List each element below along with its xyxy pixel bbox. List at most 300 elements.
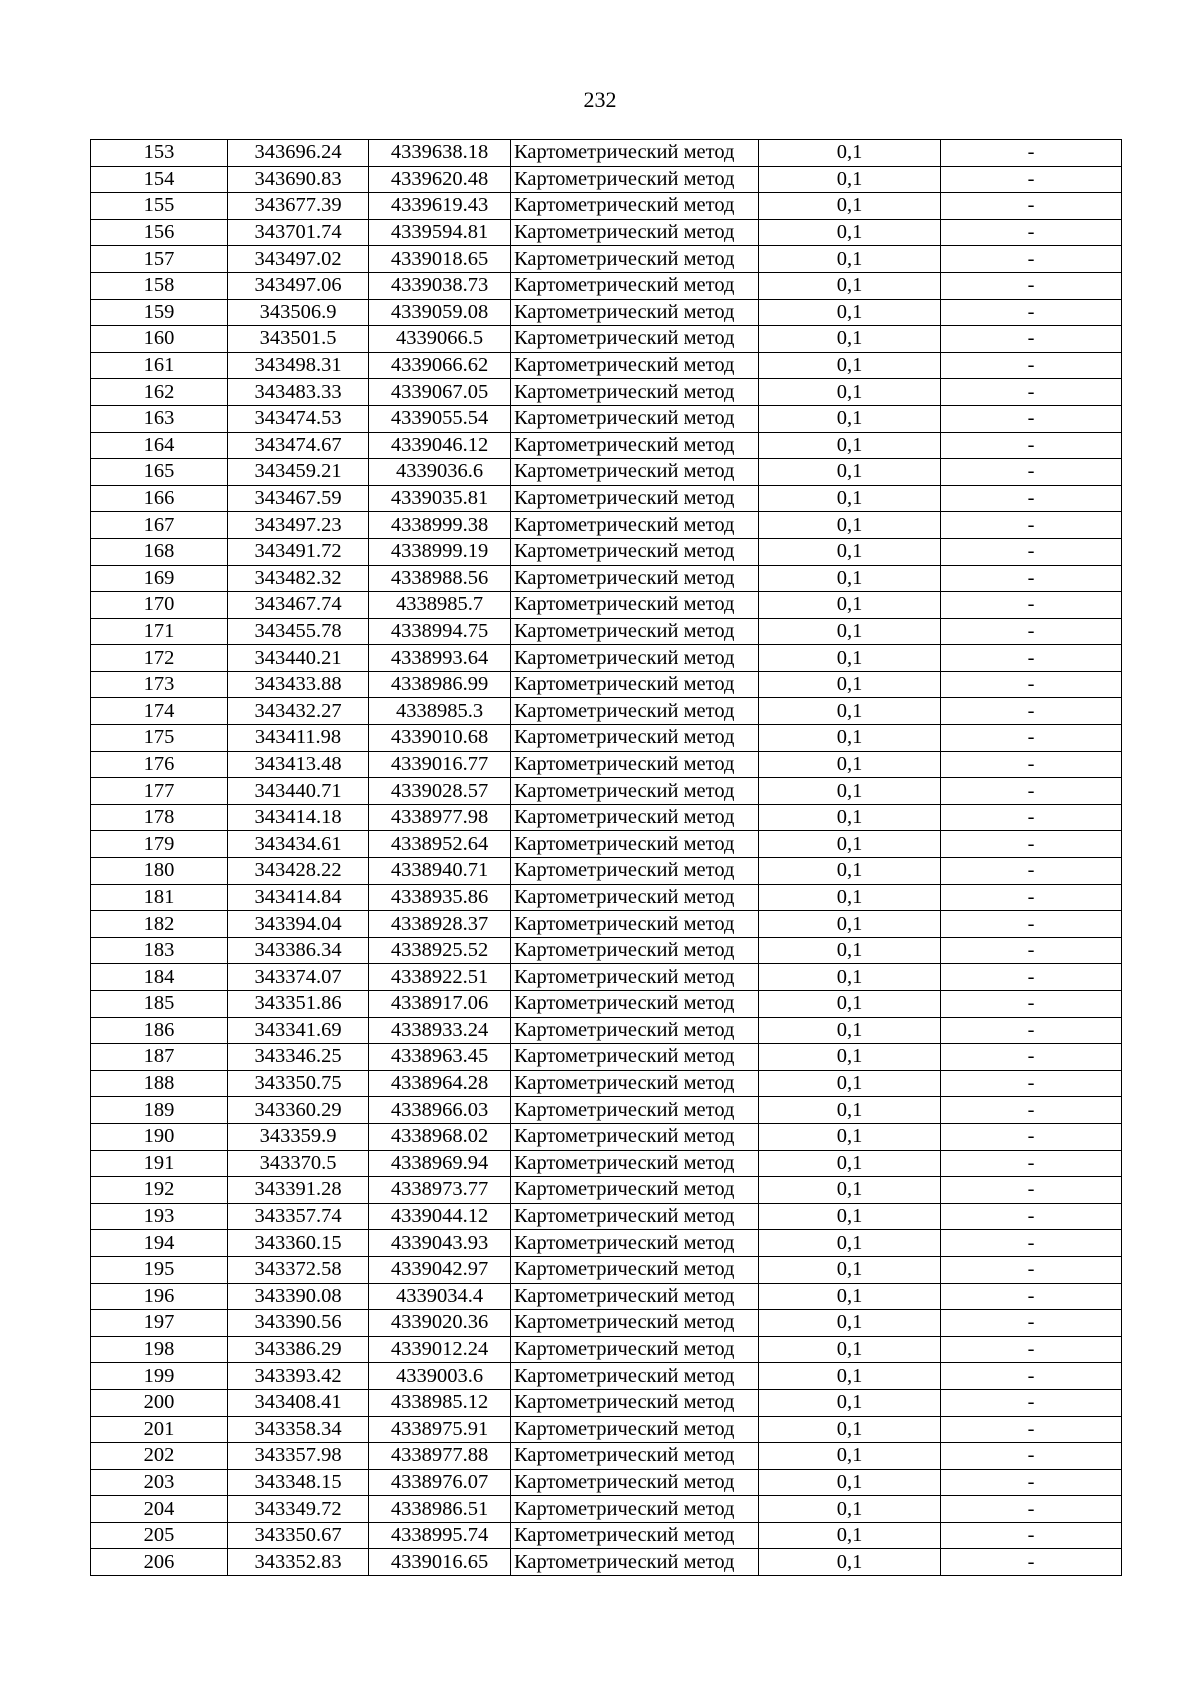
table-row — [91, 884, 1122, 911]
x-coordinate-cell: 343358.34 — [228, 1416, 369, 1443]
coordinates-table — [90, 139, 1122, 1576]
x-coordinate-cell: 343357.98 — [228, 1443, 369, 1470]
accuracy-cell: 0,1 — [759, 432, 941, 459]
point-number-cell: 179 — [91, 831, 228, 858]
point-number-cell: 167 — [91, 512, 228, 539]
x-coordinate-cell: 343428.22 — [228, 858, 369, 885]
x-coordinate-cell: 343690.83 — [228, 166, 369, 193]
point-number-cell: 169 — [91, 565, 228, 592]
accuracy-cell: 0,1 — [759, 538, 941, 565]
table-row — [91, 432, 1122, 459]
method-cell: Картометрический метод — [511, 432, 759, 459]
accuracy-cell: 0,1 — [759, 645, 941, 672]
point-number-cell: 199 — [91, 1363, 228, 1390]
table-row — [91, 698, 1122, 725]
table-row — [91, 272, 1122, 299]
x-coordinate-cell: 343677.39 — [228, 193, 369, 220]
table-row — [91, 1256, 1122, 1283]
accuracy-cell: 0,1 — [759, 671, 941, 698]
method-cell: Картометрический метод — [511, 272, 759, 299]
method-cell: Картометрический метод — [511, 884, 759, 911]
point-number-cell: 185 — [91, 991, 228, 1018]
method-cell: Картометрический метод — [511, 1363, 759, 1390]
y-coordinate-cell: 4339046.12 — [369, 432, 511, 459]
point-number-cell: 190 — [91, 1123, 228, 1150]
accuracy-cell: 0,1 — [759, 193, 941, 220]
table-row — [91, 1044, 1122, 1071]
note-cell: - — [941, 299, 1122, 326]
x-coordinate-cell: 343459.21 — [228, 459, 369, 486]
page-number: 232 — [583, 87, 617, 112]
x-coordinate-cell: 343346.25 — [228, 1044, 369, 1071]
note-cell: - — [941, 964, 1122, 991]
table-row — [91, 778, 1122, 805]
method-cell: Картометрический метод — [511, 1256, 759, 1283]
point-number-cell: 203 — [91, 1469, 228, 1496]
x-coordinate-cell: 343349.72 — [228, 1496, 369, 1523]
accuracy-cell: 0,1 — [759, 911, 941, 938]
accuracy-cell: 0,1 — [759, 778, 941, 805]
x-coordinate-cell: 343497.23 — [228, 512, 369, 539]
accuracy-cell: 0,1 — [759, 831, 941, 858]
y-coordinate-cell: 4338993.64 — [369, 645, 511, 672]
method-cell: Картометрический метод — [511, 964, 759, 991]
method-cell: Картометрический метод — [511, 485, 759, 512]
method-cell: Картометрический метод — [511, 1522, 759, 1549]
point-number-cell: 168 — [91, 538, 228, 565]
note-cell: - — [941, 485, 1122, 512]
method-cell: Картометрический метод — [511, 1416, 759, 1443]
method-cell: Картометрический метод — [511, 1150, 759, 1177]
note-cell: - — [941, 991, 1122, 1018]
note-cell: - — [941, 778, 1122, 805]
y-coordinate-cell: 4338975.91 — [369, 1416, 511, 1443]
method-cell: Картометрический метод — [511, 1097, 759, 1124]
note-cell: - — [941, 1070, 1122, 1097]
y-coordinate-cell: 4339034.4 — [369, 1283, 511, 1310]
point-number-cell: 202 — [91, 1443, 228, 1470]
y-coordinate-cell: 4339003.6 — [369, 1363, 511, 1390]
point-number-cell: 206 — [91, 1549, 228, 1576]
y-coordinate-cell: 4339010.68 — [369, 725, 511, 752]
x-coordinate-cell: 343474.67 — [228, 432, 369, 459]
method-cell: Картометрический метод — [511, 352, 759, 379]
point-number-cell: 198 — [91, 1336, 228, 1363]
y-coordinate-cell: 4338988.56 — [369, 565, 511, 592]
x-coordinate-cell: 343357.74 — [228, 1203, 369, 1230]
table-row — [91, 538, 1122, 565]
note-cell: - — [941, 831, 1122, 858]
y-coordinate-cell: 4338952.64 — [369, 831, 511, 858]
accuracy-cell: 0,1 — [759, 272, 941, 299]
y-coordinate-cell: 4338969.94 — [369, 1150, 511, 1177]
point-number-cell: 200 — [91, 1389, 228, 1416]
accuracy-cell: 0,1 — [759, 565, 941, 592]
accuracy-cell: 0,1 — [759, 326, 941, 353]
y-coordinate-cell: 4338976.07 — [369, 1469, 511, 1496]
point-number-cell: 205 — [91, 1522, 228, 1549]
note-cell: - — [941, 911, 1122, 938]
y-coordinate-cell: 4338985.3 — [369, 698, 511, 725]
x-coordinate-cell: 343414.84 — [228, 884, 369, 911]
method-cell: Картометрический метод — [511, 193, 759, 220]
x-coordinate-cell: 343386.29 — [228, 1336, 369, 1363]
note-cell: - — [941, 751, 1122, 778]
table-row — [91, 1150, 1122, 1177]
table-row — [91, 512, 1122, 539]
point-number-cell: 193 — [91, 1203, 228, 1230]
method-cell: Картометрический метод — [511, 219, 759, 246]
point-number-cell: 153 — [91, 140, 228, 167]
y-coordinate-cell: 4339035.81 — [369, 485, 511, 512]
method-cell: Картометрический метод — [511, 1496, 759, 1523]
method-cell: Картометрический метод — [511, 1017, 759, 1044]
accuracy-cell: 0,1 — [759, 512, 941, 539]
x-coordinate-cell: 343440.71 — [228, 778, 369, 805]
y-coordinate-cell: 4338925.52 — [369, 937, 511, 964]
method-cell: Картометрический метод — [511, 299, 759, 326]
method-cell: Картометрический метод — [511, 538, 759, 565]
point-number-cell: 180 — [91, 858, 228, 885]
method-cell: Картометрический метод — [511, 618, 759, 645]
note-cell: - — [941, 1443, 1122, 1470]
accuracy-cell: 0,1 — [759, 1496, 941, 1523]
method-cell: Картометрический метод — [511, 991, 759, 1018]
note-cell: - — [941, 565, 1122, 592]
point-number-cell: 154 — [91, 166, 228, 193]
note-cell: - — [941, 1310, 1122, 1337]
table-row — [91, 991, 1122, 1018]
table-row — [91, 1097, 1122, 1124]
x-coordinate-cell: 343348.15 — [228, 1469, 369, 1496]
note-cell: - — [941, 671, 1122, 698]
accuracy-cell: 0,1 — [759, 1177, 941, 1204]
y-coordinate-cell: 4338977.98 — [369, 804, 511, 831]
x-coordinate-cell: 343467.59 — [228, 485, 369, 512]
table-row — [91, 592, 1122, 619]
accuracy-cell: 0,1 — [759, 751, 941, 778]
y-coordinate-cell: 4339043.93 — [369, 1230, 511, 1257]
accuracy-cell: 0,1 — [759, 698, 941, 725]
x-coordinate-cell: 343433.88 — [228, 671, 369, 698]
y-coordinate-cell: 4338999.19 — [369, 538, 511, 565]
point-number-cell: 163 — [91, 405, 228, 432]
accuracy-cell: 0,1 — [759, 1150, 941, 1177]
point-number-cell: 192 — [91, 1177, 228, 1204]
table-row — [91, 1203, 1122, 1230]
note-cell: - — [941, 1017, 1122, 1044]
x-coordinate-cell: 343501.5 — [228, 326, 369, 353]
note-cell: - — [941, 140, 1122, 167]
note-cell: - — [941, 592, 1122, 619]
table-row — [91, 1496, 1122, 1523]
x-coordinate-cell: 343696.24 — [228, 140, 369, 167]
point-number-cell: 194 — [91, 1230, 228, 1257]
accuracy-cell: 0,1 — [759, 1230, 941, 1257]
accuracy-cell: 0,1 — [759, 858, 941, 885]
x-coordinate-cell: 343467.74 — [228, 592, 369, 619]
note-cell: - — [941, 1044, 1122, 1071]
y-coordinate-cell: 4339619.43 — [369, 193, 511, 220]
table-row — [91, 858, 1122, 885]
x-coordinate-cell: 343497.06 — [228, 272, 369, 299]
point-number-cell: 170 — [91, 592, 228, 619]
note-cell: - — [941, 1256, 1122, 1283]
accuracy-cell: 0,1 — [759, 1549, 941, 1576]
table-row — [91, 1310, 1122, 1337]
method-cell: Картометрический метод — [511, 1230, 759, 1257]
accuracy-cell: 0,1 — [759, 1310, 941, 1337]
method-cell: Картометрический метод — [511, 592, 759, 619]
x-coordinate-cell: 343474.53 — [228, 405, 369, 432]
point-number-cell: 156 — [91, 219, 228, 246]
method-cell: Картометрический метод — [511, 326, 759, 353]
y-coordinate-cell: 4338922.51 — [369, 964, 511, 991]
note-cell: - — [941, 1230, 1122, 1257]
method-cell: Картометрический метод — [511, 379, 759, 406]
y-coordinate-cell: 4339038.73 — [369, 272, 511, 299]
table-row — [91, 1336, 1122, 1363]
accuracy-cell: 0,1 — [759, 219, 941, 246]
y-coordinate-cell: 4338994.75 — [369, 618, 511, 645]
table-row — [91, 618, 1122, 645]
method-cell: Картометрический метод — [511, 671, 759, 698]
accuracy-cell: 0,1 — [759, 166, 941, 193]
accuracy-cell: 0,1 — [759, 937, 941, 964]
note-cell: - — [941, 618, 1122, 645]
note-cell: - — [941, 858, 1122, 885]
x-coordinate-cell: 343394.04 — [228, 911, 369, 938]
x-coordinate-cell: 343350.75 — [228, 1070, 369, 1097]
accuracy-cell: 0,1 — [759, 1097, 941, 1124]
method-cell: Картометрический метод — [511, 645, 759, 672]
method-cell: Картометрический метод — [511, 512, 759, 539]
y-coordinate-cell: 4338986.99 — [369, 671, 511, 698]
table-row — [91, 1230, 1122, 1257]
point-number-cell: 182 — [91, 911, 228, 938]
y-coordinate-cell: 4339059.08 — [369, 299, 511, 326]
method-cell: Картометрический метод — [511, 1549, 759, 1576]
x-coordinate-cell: 343497.02 — [228, 246, 369, 273]
method-cell: Картометрический метод — [511, 1336, 759, 1363]
accuracy-cell: 0,1 — [759, 459, 941, 486]
point-number-cell: 161 — [91, 352, 228, 379]
accuracy-cell: 0,1 — [759, 964, 941, 991]
point-number-cell: 195 — [91, 1256, 228, 1283]
method-cell: Картометрический метод — [511, 405, 759, 432]
x-coordinate-cell: 343360.29 — [228, 1097, 369, 1124]
accuracy-cell: 0,1 — [759, 1256, 941, 1283]
note-cell: - — [941, 326, 1122, 353]
note-cell: - — [941, 1097, 1122, 1124]
accuracy-cell: 0,1 — [759, 246, 941, 273]
method-cell: Картометрический метод — [511, 1044, 759, 1071]
accuracy-cell: 0,1 — [759, 405, 941, 432]
x-coordinate-cell: 343372.58 — [228, 1256, 369, 1283]
table-row — [91, 831, 1122, 858]
note-cell: - — [941, 645, 1122, 672]
note-cell: - — [941, 1522, 1122, 1549]
x-coordinate-cell: 343351.86 — [228, 991, 369, 1018]
note-cell: - — [941, 804, 1122, 831]
accuracy-cell: 0,1 — [759, 991, 941, 1018]
point-number-cell: 159 — [91, 299, 228, 326]
table-row — [91, 1522, 1122, 1549]
method-cell: Картометрический метод — [511, 246, 759, 273]
accuracy-cell: 0,1 — [759, 725, 941, 752]
y-coordinate-cell: 4339042.97 — [369, 1256, 511, 1283]
point-number-cell: 196 — [91, 1283, 228, 1310]
y-coordinate-cell: 4339036.6 — [369, 459, 511, 486]
accuracy-cell: 0,1 — [759, 1389, 941, 1416]
point-number-cell: 162 — [91, 379, 228, 406]
method-cell: Картометрический метод — [511, 1070, 759, 1097]
y-coordinate-cell: 4339016.77 — [369, 751, 511, 778]
accuracy-cell: 0,1 — [759, 1363, 941, 1390]
table-row — [91, 671, 1122, 698]
y-coordinate-cell: 4338968.02 — [369, 1123, 511, 1150]
note-cell: - — [941, 379, 1122, 406]
method-cell: Картометрический метод — [511, 1283, 759, 1310]
table-row — [91, 166, 1122, 193]
point-number-cell: 157 — [91, 246, 228, 273]
y-coordinate-cell: 4338928.37 — [369, 911, 511, 938]
accuracy-cell: 0,1 — [759, 1044, 941, 1071]
method-cell: Картометрический метод — [511, 1469, 759, 1496]
note-cell: - — [941, 246, 1122, 273]
y-coordinate-cell: 4338963.45 — [369, 1044, 511, 1071]
accuracy-cell: 0,1 — [759, 1123, 941, 1150]
accuracy-cell: 0,1 — [759, 618, 941, 645]
table-row — [91, 964, 1122, 991]
point-number-cell: 164 — [91, 432, 228, 459]
y-coordinate-cell: 4339044.12 — [369, 1203, 511, 1230]
y-coordinate-cell: 4338964.28 — [369, 1070, 511, 1097]
table-row — [91, 1363, 1122, 1390]
accuracy-cell: 0,1 — [759, 140, 941, 167]
note-cell: - — [941, 884, 1122, 911]
x-coordinate-cell: 343341.69 — [228, 1017, 369, 1044]
table-row — [91, 352, 1122, 379]
note-cell: - — [941, 1389, 1122, 1416]
x-coordinate-cell: 343440.21 — [228, 645, 369, 672]
y-coordinate-cell: 4339066.5 — [369, 326, 511, 353]
y-coordinate-cell: 4339028.57 — [369, 778, 511, 805]
note-cell: - — [941, 1363, 1122, 1390]
x-coordinate-cell: 343483.33 — [228, 379, 369, 406]
x-coordinate-cell: 343413.48 — [228, 751, 369, 778]
table-row — [91, 804, 1122, 831]
note-cell: - — [941, 1123, 1122, 1150]
method-cell: Картометрический метод — [511, 1203, 759, 1230]
table-row — [91, 725, 1122, 752]
note-cell: - — [941, 698, 1122, 725]
table-row — [91, 1389, 1122, 1416]
accuracy-cell: 0,1 — [759, 299, 941, 326]
note-cell: - — [941, 1150, 1122, 1177]
point-number-cell: 172 — [91, 645, 228, 672]
point-number-cell: 188 — [91, 1070, 228, 1097]
y-coordinate-cell: 4338966.03 — [369, 1097, 511, 1124]
y-coordinate-cell: 4339594.81 — [369, 219, 511, 246]
x-coordinate-cell: 343374.07 — [228, 964, 369, 991]
accuracy-cell: 0,1 — [759, 1416, 941, 1443]
y-coordinate-cell: 4338985.7 — [369, 592, 511, 619]
x-coordinate-cell: 343411.98 — [228, 725, 369, 752]
accuracy-cell: 0,1 — [759, 592, 941, 619]
table-row — [91, 1443, 1122, 1470]
point-number-cell: 178 — [91, 804, 228, 831]
x-coordinate-cell: 343482.32 — [228, 565, 369, 592]
x-coordinate-cell: 343432.27 — [228, 698, 369, 725]
y-coordinate-cell: 4338940.71 — [369, 858, 511, 885]
x-coordinate-cell: 343359.9 — [228, 1123, 369, 1150]
point-number-cell: 191 — [91, 1150, 228, 1177]
accuracy-cell: 0,1 — [759, 884, 941, 911]
y-coordinate-cell: 4339016.65 — [369, 1549, 511, 1576]
table-row — [91, 299, 1122, 326]
y-coordinate-cell: 4338986.51 — [369, 1496, 511, 1523]
point-number-cell: 204 — [91, 1496, 228, 1523]
x-coordinate-cell: 343352.83 — [228, 1549, 369, 1576]
table-row — [91, 193, 1122, 220]
note-cell: - — [941, 352, 1122, 379]
accuracy-cell: 0,1 — [759, 804, 941, 831]
y-coordinate-cell: 4339066.62 — [369, 352, 511, 379]
coordinates-table-body — [91, 140, 1122, 1576]
point-number-cell: 175 — [91, 725, 228, 752]
table-row — [91, 565, 1122, 592]
method-cell: Картометрический метод — [511, 698, 759, 725]
point-number-cell: 183 — [91, 937, 228, 964]
method-cell: Картометрический метод — [511, 725, 759, 752]
table-row — [91, 645, 1122, 672]
method-cell: Картометрический метод — [511, 565, 759, 592]
y-coordinate-cell: 4338985.12 — [369, 1389, 511, 1416]
method-cell: Картометрический метод — [511, 1123, 759, 1150]
point-number-cell: 177 — [91, 778, 228, 805]
y-coordinate-cell: 4338933.24 — [369, 1017, 511, 1044]
x-coordinate-cell: 343386.34 — [228, 937, 369, 964]
table-row — [91, 1549, 1122, 1576]
note-cell: - — [941, 1496, 1122, 1523]
table-row — [91, 751, 1122, 778]
x-coordinate-cell: 343506.9 — [228, 299, 369, 326]
table-row — [91, 219, 1122, 246]
table-row — [91, 1017, 1122, 1044]
y-coordinate-cell: 4339018.65 — [369, 246, 511, 273]
accuracy-cell: 0,1 — [759, 1336, 941, 1363]
table-row — [91, 1469, 1122, 1496]
accuracy-cell: 0,1 — [759, 1283, 941, 1310]
note-cell: - — [941, 272, 1122, 299]
y-coordinate-cell: 4339067.05 — [369, 379, 511, 406]
x-coordinate-cell: 343393.42 — [228, 1363, 369, 1390]
table-row — [91, 937, 1122, 964]
y-coordinate-cell: 4338917.06 — [369, 991, 511, 1018]
x-coordinate-cell: 343370.5 — [228, 1150, 369, 1177]
note-cell: - — [941, 219, 1122, 246]
table-row — [91, 1070, 1122, 1097]
point-number-cell: 173 — [91, 671, 228, 698]
method-cell: Картометрический метод — [511, 1389, 759, 1416]
accuracy-cell: 0,1 — [759, 379, 941, 406]
x-coordinate-cell: 343390.56 — [228, 1310, 369, 1337]
accuracy-cell: 0,1 — [759, 1469, 941, 1496]
point-number-cell: 158 — [91, 272, 228, 299]
table-row — [91, 1177, 1122, 1204]
accuracy-cell: 0,1 — [759, 1017, 941, 1044]
